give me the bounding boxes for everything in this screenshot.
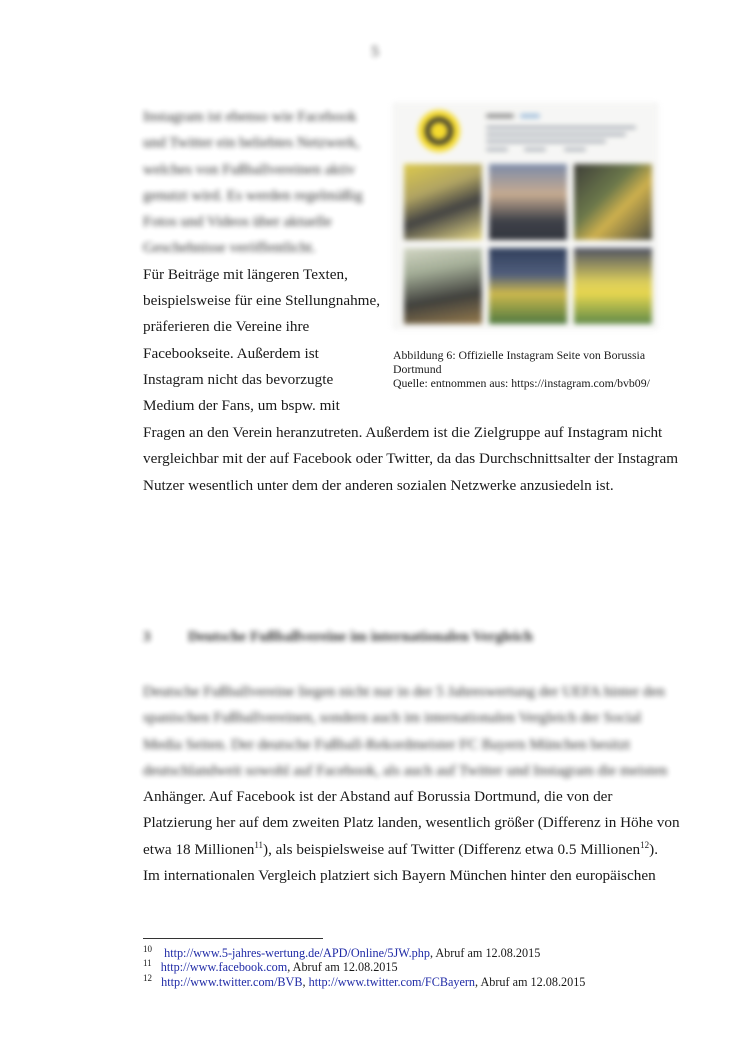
photo-tile (574, 248, 652, 324)
text-line: vergleichbar mit der auf Facebook oder Twitter, da das Durchschnittsalter der Instagram (143, 450, 679, 468)
intro-paragraph-continued (143, 420, 688, 499)
footnote-separator (143, 938, 323, 939)
text-line: Im internationalen Vergleich platziert sich Bayern München hinter den europäischen (143, 867, 656, 885)
footnote-12: $^{12}$ http://www.twitter.com/BVB, http://www.twitter.com/FCBayern, Abruf am 12.08.2015 (143, 972, 586, 989)
page-number: 5 (371, 44, 379, 60)
section-heading (143, 629, 533, 646)
photo-tile (574, 164, 652, 240)
bvb-logo (418, 110, 460, 152)
photo-tile (404, 164, 482, 240)
text-line: spanischen Fußballvereinen, sondern auch im internationalen Vergleich der Social (143, 709, 642, 727)
footnote-number: 11 (143, 957, 152, 968)
footnote-11: $^{11}$ http://www.facebook.com, Abruf am 12.08.2015 (143, 957, 398, 974)
section-number: 3 (143, 629, 151, 645)
text-line: Instagram nicht das bevorzugte (143, 370, 334, 388)
text-line: Platzierung her auf dem zweiten Platz landen, wesentlich größer (Differenz in Höhe von (143, 814, 680, 832)
intro-paragraph (143, 104, 383, 420)
caption-source: Quelle: entnommen aus: https://instagram.com/bvb09/ (393, 376, 650, 390)
text-line: Medium der Fans, um bspw. mit (143, 397, 340, 415)
section-title: Deutsche Fußballvereine im internationalen Vergleich (188, 629, 533, 645)
text-line: Deutsche Fußballvereine liegen nicht nur in der 5 Jahreswertung der UEFA hinter den (143, 683, 665, 700)
text-line: genutzt wird. Es werden regelmäßig (143, 186, 363, 204)
photo-tile (489, 248, 567, 324)
footnote-10: $^{10}$ http://www.5-jahres-wertung.de/APD/Online/5JW.php, Abruf am 12.08.2015 (143, 943, 541, 960)
instagram-figure (393, 103, 658, 329)
photo-tile (404, 248, 482, 324)
text-line: Geschehnisse veröffentlicht. (143, 239, 316, 257)
text-line: Nutzer wesentlich unter dem der anderen sozialen Netzwerke anzusiedeln ist. (143, 476, 614, 494)
footnote-number: 10 (143, 943, 152, 954)
text-line: Anhänger. Auf Facebook ist der Abstand auf Borussia Dortmund, die von der (143, 788, 613, 806)
text-line: und Twitter ein beliebtes Netzwerk, (143, 134, 360, 152)
instagram-profile-header (394, 104, 659, 160)
footnote-link[interactable]: http://www.5-jahres-wertung.de/APD/Online/5JW.php (164, 946, 430, 960)
text-line: welches von Fußballvereinen aktiv (143, 160, 356, 178)
footnote-ref[interactable]: 11 (254, 839, 264, 850)
text-line: Media Seiten. Der deutsche Fußball-Rekordmeister FC Bayern München besitzt (143, 735, 631, 753)
text-line: Fragen an den Verein heranzutreten. Außerdem ist die Zielgruppe auf Instagram nicht (143, 424, 663, 441)
photo-tile (489, 164, 567, 240)
text-line: beispielsweise für eine Stellungnahme, (143, 292, 381, 310)
footnote-link[interactable]: http://www.twitter.com/BVB (161, 975, 303, 989)
text-line: deutschlandweit sowohl auf Facebook, als auch auf Twitter und Instagram die meisten (143, 761, 668, 779)
footnote-link[interactable]: http://www.twitter.com/FCBayern (308, 975, 476, 989)
instagram-photo-grid (402, 164, 652, 324)
caption-title-cont: Dortmund (393, 362, 442, 376)
text-line: Facebookseite. Außerdem ist (143, 344, 319, 362)
text-line: präferieren die Vereine ihre (143, 318, 310, 336)
text-line: Instagram ist ebenso wie Facebook (143, 108, 357, 125)
text-line: etwa 18 Millionen$^{11}$), als beispielsweise auf Twitter (Differenz etwa 0.5 Millionen$^{12}$). (143, 839, 658, 858)
figure-caption (393, 348, 693, 390)
footnote-link[interactable]: http://www.facebook.com (160, 960, 288, 974)
section-paragraph (143, 679, 688, 889)
footnote-ref[interactable]: 12 (640, 839, 650, 850)
text-line: Für Beiträge mit längeren Texten, (143, 265, 348, 283)
caption-title: Abbildung 6: Offizielle Instagram Seite von Borussia (393, 348, 646, 362)
footnote-number: 12 (143, 972, 152, 983)
text-line: Fotos und Videos über aktuelle (143, 213, 332, 231)
